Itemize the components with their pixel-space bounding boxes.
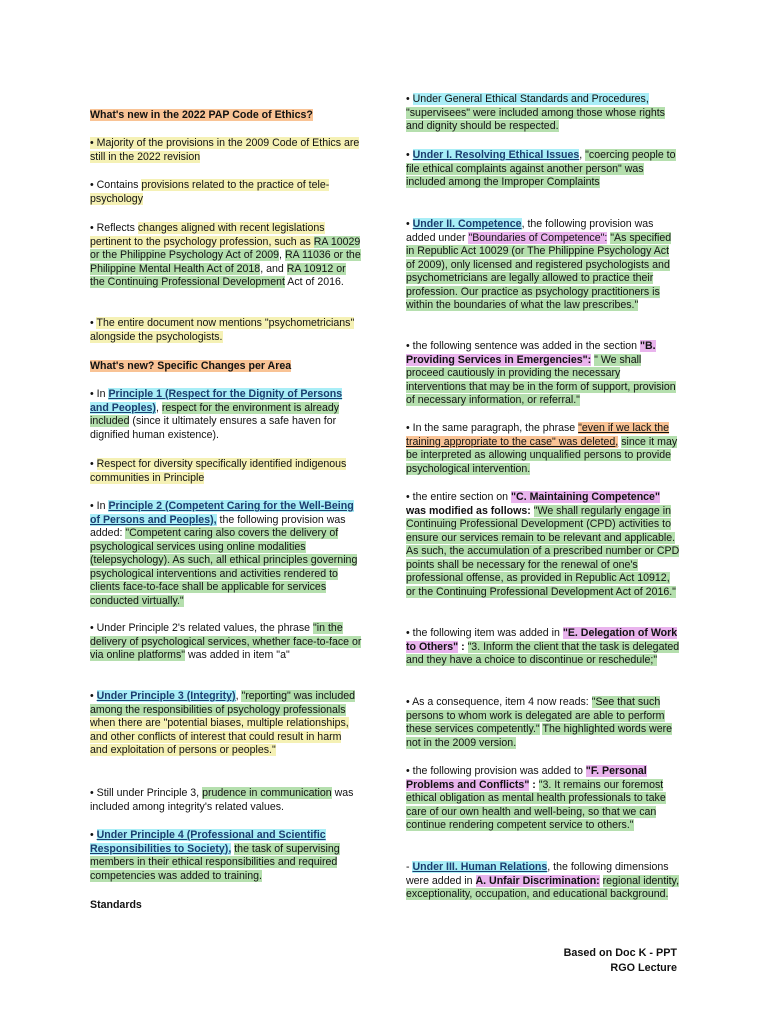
highlight-text: RA 11036 or the Philippine Mental Health Act of 2018 [90, 249, 361, 275]
item-human-relations [406, 861, 680, 902]
text: , [279, 249, 285, 261]
footer-line-2: RGO Lecture [610, 961, 677, 974]
highlight-text: prudence in communication [202, 787, 332, 799]
item-provisions-retained-text: • Majority of the provisions in the 2009 Code of Ethics are still in the 2022 revision [90, 137, 360, 163]
text: was added in item "a" [185, 649, 290, 661]
highlight-text: "We shall regularly engage in Continuing Professional Development (CPD) activities to ensure our services remain to be relevant and applicable. As such, the accumulation of a prescribed number or CPD points shall be necessary for the renewal of one's professional offense, as provided in Republic Act 10912, or the Continuing Professional Development Act of 2016." [406, 504, 680, 598]
general-standards-label: Under General Ethical Standards and Procedures, [412, 93, 649, 105]
item-principle-4 [90, 829, 362, 883]
highlight-text: since it may be interpreted as allowing unqualified persons to provide psychological intervention. [406, 435, 678, 475]
highlight-text: "C. Maintaining Competence" [511, 491, 660, 503]
text: • the following provision was added to [406, 765, 586, 777]
text: the following provision was added: [90, 513, 346, 539]
item-phrase-deleted [406, 422, 680, 476]
text: • Still under Principle 3, [90, 787, 203, 799]
item-principle-2-values [90, 622, 362, 663]
highlight-text: The highlighted words were not in the 2009 version. [406, 723, 673, 749]
text: , [235, 690, 242, 702]
text: • In [90, 388, 109, 400]
competence-link[interactable]: Under II. Competence [412, 218, 522, 230]
highlight-text: changes aligned with recent legislations pertinent to the psychology profession, such as [90, 222, 325, 248]
highlight-text: Respect for diversity specifically identified indigenous communities in Principle [90, 458, 347, 484]
highlight-text: "3. It remains our foremost ethical obligation as mental health professionals to take care of our own health and well-being, so that we can continue rendering competent service to others." [406, 778, 666, 831]
standards-heading-text: Standards [90, 899, 142, 911]
highlight-text: "supervisees" were included among those whose rights and dignity should be respected. [406, 106, 665, 132]
highlight-text: "B. Providing Services in Emergencies": [406, 340, 656, 366]
highlight-text: "F. Personal Problems and Conflicts" [406, 765, 647, 791]
item-delegation [406, 627, 680, 668]
text: • [90, 690, 97, 702]
item-general-standards [406, 93, 680, 134]
highlight-text: regional identity, exceptionality, occupation, and educational background. [406, 874, 680, 900]
highlight-text: "in the delivery of psychological services, whether face-to-face or via online platforms" [90, 622, 362, 661]
item-item-4 [406, 696, 680, 750]
text: was modified as follows: [406, 504, 531, 517]
highlight-text: "See that such persons to whom work is delegated are able to perform these services competently." [406, 696, 665, 735]
text: , the following provision was added under [406, 218, 654, 244]
text: : [529, 778, 539, 791]
text: • Contains [90, 179, 142, 191]
item-legislations [90, 222, 362, 290]
principle-3-link[interactable]: Under Principle 3 (Integrity) [96, 690, 236, 702]
text: • [406, 93, 413, 105]
item-telepsychology [90, 179, 362, 206]
text: • [406, 218, 413, 230]
text: (since it ultimately ensures a safe haven for dignified human existence). [90, 415, 337, 441]
principle-4-link[interactable]: Under Principle 4 (Professional and Scientific Responsibilities to Society), [90, 829, 326, 855]
text: , [155, 401, 162, 414]
highlight-text: "even if we lack the training appropriate to the case" was deleted, [406, 422, 670, 448]
text: , [579, 149, 586, 161]
text: • the following item was added in [406, 627, 563, 639]
highlight-text: the task of supervising members in their ethical responsibilities and required competencies was added to training. [90, 842, 340, 882]
item-psychometricians [90, 317, 362, 344]
item-personal-problems [406, 765, 680, 833]
highlight-text: "Competent caring also covers the delivery of psychological services using online modalities (telepsychology). As such, all ethical principles governing psychological interventions and activities rendered to clients face-to-face shall be applicable for services conducted virtually." [90, 527, 358, 607]
changes-heading [90, 360, 362, 374]
highlight-text: respect for the environment is already included [90, 401, 340, 427]
highlight-text: "3. Inform the client that the task is delegated and they have a choice to discontinue or reschedule;" [406, 640, 680, 666]
text: • [90, 829, 97, 841]
highlight-text: provisions related to the practice of tele-psychology [90, 179, 330, 205]
principle-1-link[interactable]: Principle 1 (Respect for the Dignity of Persons and Peoples) [90, 388, 343, 414]
highlight-text: "E. Delegation of Work to Others" [406, 627, 678, 653]
text: • In the same paragraph, the phrase [406, 422, 579, 434]
highlight-text: " We shall proceed cautiously in providing the necessary interventions that may be in the form of support, provision of necessary information, or referral." [406, 353, 676, 406]
highlight-text: A. Unfair Discrimination: [475, 874, 600, 887]
text: • [90, 317, 97, 329]
footer-credit [564, 946, 677, 975]
item-resolving-ethical-issues [406, 149, 680, 190]
item-maintaining-competence [406, 491, 680, 599]
text: • Under Principle 2's related values, the phrase [90, 622, 314, 634]
highlight-text: "Boundaries of Competence": [468, 231, 608, 244]
highlight-text: when there are "potential biases, multiple relationships, and other conflicts of interest that could result in harm and exploitation of persons or peoples." [90, 717, 349, 756]
item-prudence [90, 787, 362, 814]
text: • Reflects [90, 222, 138, 234]
text: , the following dimensions were added in [406, 861, 669, 887]
item-emergencies [406, 340, 680, 408]
highlight-text: "As specified in Republic Act 10029 (or The Philippine Psychology Act of 2009), only licensed and registered psychologists and psychometricians are legally allowed to practice their profession. Our practice as psychology practitioners is within the boundaries of what the law prescribes." [406, 231, 672, 311]
item-competence [406, 218, 680, 313]
principle-2-link[interactable]: Principle 2 (Competent Caring for the Well-Being of Persons and Peoples), [90, 500, 354, 526]
text: was included among integrity's related values. [90, 787, 354, 813]
item-principle-2 [90, 500, 362, 608]
item-provisions-retained [90, 137, 362, 164]
text: • the following sentence was added in the section [406, 340, 640, 352]
standards-heading [90, 899, 362, 913]
item-diversity [90, 458, 362, 485]
text: - [406, 861, 413, 873]
highlight-text: "coercing people to file ethical complaints against another person" was included among the Improper Complaints [406, 149, 676, 188]
main-heading-text: What's new in the 2022 PAP Code of Ethics? [90, 109, 313, 121]
main-heading [90, 109, 362, 123]
highlight-text: The entire document now mentions "psychometricians" alongside the psychologists. [90, 317, 355, 343]
item-principle-1 [90, 388, 362, 442]
human-relations-link[interactable]: Under III. Human Relations [412, 861, 548, 873]
highlight-text: RA 10029 or the Philippine Psychology Act of 2009 [90, 235, 361, 261]
highlight-text: RA 10912 or the Continuing Professional Development [90, 262, 346, 288]
changes-heading-text: What's new? Specific Changes per Area [90, 360, 292, 372]
text: • [406, 149, 413, 161]
text: • As a consequence, item 4 now reads: [406, 696, 592, 708]
item-principle-3 [90, 690, 362, 758]
text: , and [260, 262, 287, 275]
highlight-text: "reporting" was included among the responsibilities of psychology professionals [90, 690, 355, 716]
text: • [90, 458, 97, 470]
footer-line-1: Based on Doc K - PPT [563, 947, 677, 959]
resolving-ethical-issues-link[interactable]: Under I. Resolving Ethical Issues [412, 149, 580, 161]
text: : [458, 640, 468, 653]
text: • the entire section on [406, 491, 512, 503]
text: Act of 2016. [284, 276, 344, 288]
text: • In [90, 500, 109, 512]
